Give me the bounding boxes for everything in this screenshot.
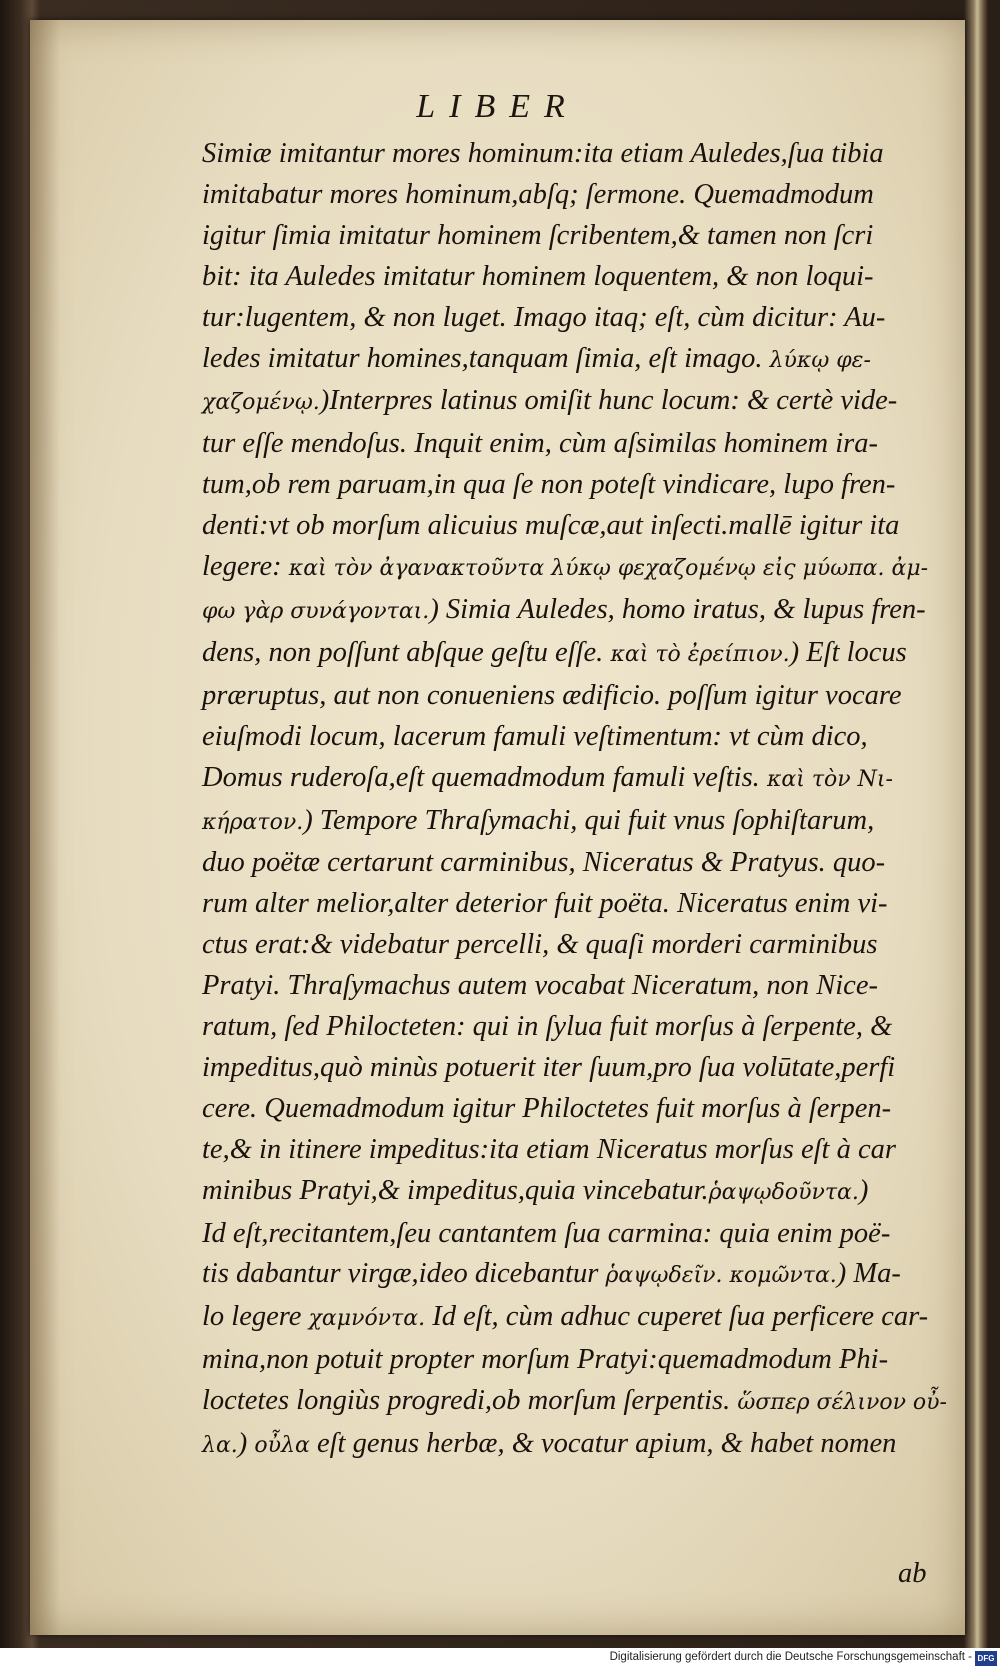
greek-text: χαμνόντα. — [308, 1306, 426, 1332]
text-line — [202, 424, 992, 465]
latin-text: eſt genus herbæ, & vocatur apium, & habet nomen — [309, 1428, 897, 1460]
greek-text: λα. — [202, 1433, 238, 1459]
latin-text: denti:vt ob morſum alicuius muſcæ,aut inſecti.mallē igitur ita — [202, 510, 900, 542]
latin-text: rum alter melior,alter deterior fuit poëta. Niceratus enim vi- — [202, 888, 888, 920]
latin-text: Id eſt, cùm adhuc cuperet ſua perficere car- — [425, 1301, 929, 1333]
text-line — [202, 633, 992, 676]
text-line — [202, 547, 992, 590]
body-text — [202, 134, 992, 1467]
latin-text: tis dabantur virgæ,ideo dicebantur — [202, 1258, 606, 1290]
greek-text: φω γὰρ συνάγονται. — [202, 598, 430, 624]
greek-text: κήρατον. — [202, 809, 304, 835]
text-line — [202, 506, 992, 547]
latin-text: ) Tempore Thraſymachi, qui fuit vnus ſophiſtarum, — [303, 804, 875, 836]
latin-text: præruptus, aut non conueniens ædificio. poſſum igitur vocare — [202, 679, 902, 711]
text-line — [202, 1254, 992, 1297]
text-line — [202, 1340, 992, 1381]
greek-text: καὶ τὸν Νι- — [766, 766, 893, 792]
text-line — [202, 1130, 992, 1171]
latin-text: igitur ſimia imitatur hominem ſcribentem,& tamen non ſcri — [202, 219, 874, 251]
footer-bar — [0, 1648, 1000, 1670]
latin-text: ) — [858, 1174, 869, 1206]
text-line — [202, 1007, 992, 1048]
latin-text: bit: ita Auledes imitatur hominem loquentem, & non loqui- — [202, 260, 874, 292]
greek-text: οὖλα — [254, 1433, 310, 1459]
latin-text: ) Ma- — [836, 1258, 901, 1290]
book-page — [30, 20, 965, 1635]
latin-text: te,& in itinere impeditus:ita etiam Niceratus morſus eſt à car — [202, 1133, 896, 1165]
latin-text: cere. Quemadmodum igitur Philoctetes fuit morſus à ſerpen- — [202, 1092, 892, 1124]
latin-text: ratum, ſed Philocteten: qui in ſylua fuit morſus à ſerpente, & — [202, 1011, 893, 1043]
text-line — [202, 801, 992, 844]
greek-text: λύκῳ φε- — [769, 347, 871, 373]
latin-text: tur:lugentem, & non luget. Imago itaq; eſt, cùm dicitur: Au- — [202, 301, 886, 333]
dfg-logo: DFG — [975, 1651, 997, 1666]
latin-text: loctetes longiùs progredi,ob morſum ſerpentis. — [202, 1385, 738, 1417]
greek-text: ῥαψῳδοῦντα. — [708, 1179, 859, 1205]
latin-text: impeditus,quò minùs potuerit iter ſuum,pro ſua volūtate,perfi — [202, 1051, 896, 1083]
latin-text: eiuſmodi locum, lacerum famuli veſtimentum: vt cùm dico, — [202, 720, 868, 752]
text-line — [202, 1297, 992, 1340]
text-line — [202, 257, 992, 298]
running-head: LIBER — [416, 88, 579, 125]
latin-text: Simiæ imitantur mores hominum:ita etiam Auledes,ſua tibia — [202, 138, 884, 169]
greek-text: ὥσπερ σέλινον οὖ- — [737, 1390, 947, 1416]
text-line — [202, 1424, 992, 1467]
latin-text: Pratyi. Thraſymachus autem vocabat Niceratum, non Nice- — [202, 970, 878, 1002]
text-line — [202, 216, 992, 257]
latin-text: tum,ob rem paruam,in qua ſe non poteſt vindicare, lupo fren- — [202, 469, 896, 501]
latin-text: )Interpres latinus omiſit hunc locum: & certè vide- — [319, 385, 898, 417]
text-line — [202, 884, 992, 925]
text-line — [202, 843, 992, 884]
latin-text: ) Eſt locus — [789, 636, 907, 668]
text-line — [202, 134, 992, 175]
latin-text: legere: — [202, 551, 289, 583]
greek-text: καὶ τὸν ἀγανακτοῦντα λύκῳ φεχαζομένῳ εἰς μύωπα. ἀμ- — [288, 556, 929, 582]
text-line — [202, 465, 992, 506]
text-line — [202, 1089, 992, 1130]
text-line — [202, 925, 992, 966]
latin-text: mina,non potuit propter morſum Pratyi:quemadmodum Phi- — [202, 1344, 889, 1376]
latin-text: duo poëtæ certarunt carminibus, Niceratus & Pratyus. quo- — [202, 847, 886, 879]
text-line — [202, 175, 992, 216]
latin-text: dens, non poſſunt abſque geſtu eſſe. — [202, 636, 611, 668]
text-line — [202, 1214, 992, 1255]
text-line — [202, 717, 992, 758]
text-line — [202, 676, 992, 717]
latin-text: minibus Pratyi,& impeditus,quia vincebatur. — [202, 1174, 709, 1206]
latin-text: lo legere — [202, 1301, 309, 1333]
text-line — [202, 1048, 992, 1089]
latin-text: Id eſt,recitantem,ſeu cantantem ſua carmina: quia enim poë- — [202, 1217, 891, 1249]
text-line — [202, 590, 992, 633]
text-line — [202, 298, 992, 339]
text-line — [202, 966, 992, 1007]
funding-credit: Digitalisierung gefördert durch die Deutsche Forschungsgemeinschaft - — [609, 1651, 972, 1663]
latin-text: ) Simia Auledes, homo iratus, & lupus fren- — [429, 593, 926, 625]
text-line — [202, 381, 992, 424]
latin-text: ledes imitatur homines,tanquam ſimia, eſt imago. — [202, 342, 770, 374]
latin-text: imitabatur mores hominum,abſq; ſermone. Quemadmodum — [202, 178, 874, 210]
catchword: ab — [898, 1558, 927, 1589]
text-line — [202, 1381, 992, 1424]
latin-text: tur eſſe mendoſus. Inquit enim, cùm aſsimilas hominem ira- — [202, 428, 879, 460]
greek-text: ῥαψῳδεῖν. κομῶντα. — [605, 1263, 837, 1289]
greek-text: καὶ τὸ ἐρείπιον. — [610, 641, 790, 667]
latin-text: Domus ruderoſa,eſt quemadmodum famuli veſtis. — [202, 761, 767, 793]
text-line — [202, 1171, 992, 1214]
text-line — [202, 339, 992, 382]
latin-text: ctus erat:& videbatur percelli, & quaſi morderi carminibus — [202, 929, 878, 961]
greek-text: χαζομένῳ. — [202, 390, 320, 416]
latin-text: ) — [237, 1428, 255, 1460]
text-line — [202, 758, 992, 801]
